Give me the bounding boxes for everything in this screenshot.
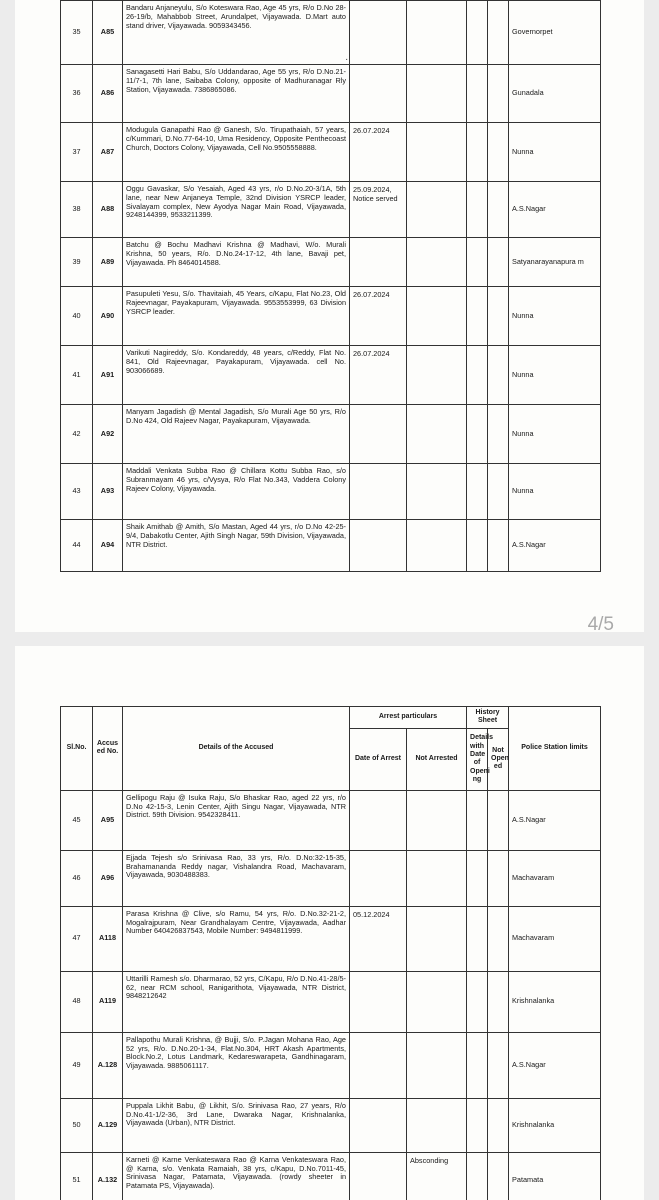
table-row — [61, 346, 601, 405]
history-opening-cell — [467, 1, 488, 65]
history-opening-cell — [467, 238, 488, 287]
police-station-cell: Krishnalanka — [509, 1098, 601, 1152]
history-not-opened-cell — [488, 182, 509, 238]
police-station-cell: Krishnalanka — [509, 971, 601, 1032]
header-date-of-arrest: Date of Arrest — [350, 728, 407, 790]
accused-details-cell: Gellipogu Raju @ Isuka Raju, S/o Bhaskar Rao, aged 22 yrs, r/o D.No 42-15-3, Lenin Center, Ajith Singu Nagar, Vijayawada, NTR District. 59th Division. 9542328411. — [123, 790, 350, 850]
not-arrested-cell — [407, 182, 467, 238]
history-opening-cell — [467, 405, 488, 464]
serial-number-cell: 43 — [61, 464, 93, 520]
date-of-arrest-cell — [350, 238, 407, 287]
accused-number-cell: A93 — [93, 464, 123, 520]
table-row — [61, 1152, 601, 1200]
date-of-arrest-cell: 26.07.2024 — [350, 346, 407, 405]
serial-number-cell: 35 — [61, 1, 93, 65]
date-of-arrest-cell — [350, 1152, 407, 1200]
accused-number-cell: A86 — [93, 65, 123, 123]
header-sl: Sl.No. — [61, 707, 93, 791]
table-row — [61, 850, 601, 906]
not-arrested-cell — [407, 850, 467, 906]
date-of-arrest-cell — [350, 520, 407, 572]
history-not-opened-cell — [488, 123, 509, 182]
history-not-opened-cell — [488, 346, 509, 405]
not-arrested-cell — [407, 123, 467, 182]
history-opening-cell — [467, 971, 488, 1032]
history-not-opened-cell — [488, 1032, 509, 1098]
accused-details-cell: Modugula Ganapathi Rao @ Ganesh, S/o. Tirupathaiah, 57 years, c/Kummari, D.No.77-64-10, Uma Residency, Opposite Penthecoast Church, Doctors Colony, Vijayawada, Cell No.9505558888. — [123, 123, 350, 182]
date-of-arrest-cell — [350, 1, 407, 65]
not-arrested-cell — [407, 1098, 467, 1152]
table-row — [61, 182, 601, 238]
accused-number-cell: A94 — [93, 520, 123, 572]
date-of-arrest-cell: 25.09.2024, Notice served — [350, 182, 407, 238]
accused-details-cell: Oggu Gavaskar, S/o Yesaiah, Aged 43 yrs, r/o D.No.20-3/1A, 5th lane, near New Anjaneya Temple, 32nd Division YSRCP leader, Sivalayam complex, New Ayodya Nagar Main Road, Vijayawada, 9248144399, 9533211399. — [123, 182, 350, 238]
history-not-opened-cell — [488, 1, 509, 65]
accused-number-cell: A119 — [93, 971, 123, 1032]
history-opening-cell — [467, 464, 488, 520]
date-of-arrest-cell — [350, 1098, 407, 1152]
date-of-arrest-cell — [350, 65, 407, 123]
date-of-arrest-cell: 26.07.2024 — [350, 287, 407, 346]
accused-number-cell: A91 — [93, 346, 123, 405]
police-station-cell: Patamata — [509, 1152, 601, 1200]
police-station-cell: Nunna — [509, 123, 601, 182]
header-accused-no: Accus ed No. — [93, 707, 123, 791]
header-not-opened: Not Open ed — [488, 728, 509, 790]
table-row — [61, 790, 601, 850]
accused-number-cell: A88 — [93, 182, 123, 238]
police-station-cell: A.S.Nagar — [509, 520, 601, 572]
serial-number-cell: 39 — [61, 238, 93, 287]
accused-table-page-2 — [60, 706, 601, 1200]
accused-details-cell: Parasa Krishna @ Clive, s/o Ramu, 54 yrs, R/o. D.No.32-21-2, Mogalrajpuram, Near Grandhalayam Centre, Vijayawada, Aadhar Number 640426837543, Mobile Number: 9494811999. — [123, 906, 350, 971]
serial-number-cell: 46 — [61, 850, 93, 906]
table-row — [61, 238, 601, 287]
accused-details-cell: Puppala Likhit Babu, @ Likhit, S/o. Srinivasa Rao, 27 years, R/o D.No.41-1/2-36, 3rd Lane, Dwaraka Nagar, Krishnalanka, Vijayawada (Urban), NTR District. — [123, 1098, 350, 1152]
table-row — [61, 123, 601, 182]
police-station-cell: A.S.Nagar — [509, 182, 601, 238]
history-opening-cell — [467, 850, 488, 906]
accused-number-cell: A96 — [93, 850, 123, 906]
serial-number-cell: 38 — [61, 182, 93, 238]
header-history-sheet: History Sheet — [467, 707, 509, 729]
header-not-arrested: Not Arrested — [407, 728, 467, 790]
not-arrested-cell — [407, 906, 467, 971]
history-opening-cell — [467, 123, 488, 182]
table-row — [61, 1032, 601, 1098]
date-of-arrest-cell — [350, 1032, 407, 1098]
date-of-arrest-cell: 26.07.2024 — [350, 123, 407, 182]
police-station-cell: Machavaram — [509, 906, 601, 971]
history-opening-cell — [467, 906, 488, 971]
accused-number-cell: A90 — [93, 287, 123, 346]
not-arrested-cell — [407, 1, 467, 65]
speck: · — [345, 54, 349, 65]
not-arrested-cell — [407, 520, 467, 572]
accused-number-cell: A118 — [93, 906, 123, 971]
history-opening-cell — [467, 65, 488, 123]
history-not-opened-cell — [488, 1152, 509, 1200]
history-opening-cell — [467, 790, 488, 850]
date-of-arrest-cell — [350, 790, 407, 850]
accused-details-cell: Pasupuleti Yesu, S/o. Thavitaiah, 45 Years, c/Kapu, Flat No.23, Old Rajeevnagar, Payakapuram, Vijayawada. 9553553999, 63 Division YSRCP leader. — [123, 287, 350, 346]
police-station-cell: A.S.Nagar — [509, 1032, 601, 1098]
page-indicator: 4/5 — [587, 614, 614, 632]
history-not-opened-cell — [488, 850, 509, 906]
history-not-opened-cell — [488, 790, 509, 850]
police-station-cell: Satyanarayanapura m — [509, 238, 601, 287]
history-not-opened-cell — [488, 1098, 509, 1152]
accused-details-cell: Shaik Amithab @ Amith, S/o Mastan, Aged 44 yrs, r/o D.No 42-25-9/4, Dabakotlu Center, Ajith Singh Nagar, 59th Division, Vijayawada, NTR District. — [123, 520, 350, 572]
history-opening-cell — [467, 1152, 488, 1200]
accused-details-cell: Varikuti Nagireddy, S/o. Kondareddy, 48 years, c/Reddy, Flat No. 841, Old Rajeevnagar, Payakapuram, Vijayawada. cell No. 903066689. — [123, 346, 350, 405]
table-row — [61, 287, 601, 346]
serial-number-cell: 48 — [61, 971, 93, 1032]
history-opening-cell — [467, 1032, 488, 1098]
accused-details-cell: Uttarilli Ramesh s/o. Dharmarao, 52 yrs, C/Kapu, R/o D.No.41-28/5-62, near RCM school, Ranigarithota, Vijayawada, NTR District, 9848212642 — [123, 971, 350, 1032]
table-row — [61, 464, 601, 520]
header-arrest-particulars: Arrest particulars — [350, 707, 467, 729]
police-station-cell: Nunna — [509, 287, 601, 346]
serial-number-cell: 49 — [61, 1032, 93, 1098]
history-not-opened-cell — [488, 520, 509, 572]
date-of-arrest-cell — [350, 464, 407, 520]
serial-number-cell: 42 — [61, 405, 93, 464]
table-row — [61, 906, 601, 971]
not-arrested-cell — [407, 971, 467, 1032]
serial-number-cell: 51 — [61, 1152, 93, 1200]
accused-number-cell: A87 — [93, 123, 123, 182]
history-opening-cell — [467, 1098, 488, 1152]
not-arrested-cell — [407, 405, 467, 464]
serial-number-cell: 40 — [61, 287, 93, 346]
document-page-1 — [15, 0, 644, 632]
police-station-cell: Governorpet — [509, 1, 601, 65]
history-not-opened-cell — [488, 287, 509, 346]
history-opening-cell — [467, 346, 488, 405]
accused-details-cell: Maddali Venkata Subba Rao @ Chillara Kottu Subba Rao, s/o Subranmayam 46 yrs, c/Vysya, R/o Flat No.343, Vaddera Colony Rajeev Colony, Vijayawada. — [123, 464, 350, 520]
accused-details-cell: Bandaru Anjaneyulu, S/o Koteswara Rao, Age 45 yrs, R/o D.No 28-26-19/b, Mahabbob Street, Arundalpet, Vijayawada. D.Mart auto stand driver, Vijayawada. 9059343456. — [123, 1, 350, 65]
police-station-cell: Machavaram — [509, 850, 601, 906]
not-arrested-cell — [407, 65, 467, 123]
accused-number-cell: A.129 — [93, 1098, 123, 1152]
table-header-row — [61, 707, 601, 729]
table-row — [61, 520, 601, 572]
history-opening-cell — [467, 520, 488, 572]
header-details: Details of the Accused — [123, 707, 350, 791]
accused-details-cell: Manyam Jagadish @ Mental Jagadish, S/o Murali Age 50 yrs, R/o D.No 424, Old Rajeev Nagar, Payakapuram, Vijayawada. — [123, 405, 350, 464]
not-arrested-cell — [407, 346, 467, 405]
serial-number-cell: 36 — [61, 65, 93, 123]
accused-number-cell: A89 — [93, 238, 123, 287]
accused-table-page-1 — [60, 0, 601, 572]
police-station-cell: Nunna — [509, 346, 601, 405]
serial-number-cell: 45 — [61, 790, 93, 850]
serial-number-cell: 47 — [61, 906, 93, 971]
history-not-opened-cell — [488, 238, 509, 287]
header-opening-details: Details with Date of Openi ng — [467, 728, 488, 790]
not-arrested-cell — [407, 1032, 467, 1098]
not-arrested-cell — [407, 464, 467, 520]
police-station-cell: Nunna — [509, 464, 601, 520]
serial-number-cell: 44 — [61, 520, 93, 572]
accused-number-cell: A95 — [93, 790, 123, 850]
not-arrested-cell — [407, 790, 467, 850]
table-row — [61, 65, 601, 123]
history-not-opened-cell — [488, 464, 509, 520]
not-arrested-cell: Absconding — [407, 1152, 467, 1200]
accused-number-cell: A85 — [93, 1, 123, 65]
serial-number-cell: 41 — [61, 346, 93, 405]
police-station-cell: Gunadala — [509, 65, 601, 123]
history-opening-cell — [467, 287, 488, 346]
accused-number-cell: A92 — [93, 405, 123, 464]
not-arrested-cell — [407, 287, 467, 346]
accused-details-cell: Ejjada Tejesh s/o Srinivasa Rao, 33 yrs, R/o. D.No:32-15-35, Brahamananda Reddy nagar, Vishalandra Road, Machavaram, Vijayawada, 9030488383. — [123, 850, 350, 906]
accused-details-cell: Sanagasetti Hari Babu, S/o Uddandarao, Age 55 yrs, R/o D.No.21-11/7-1, 7th lane, Saibaba Colony, opposite of Madhuranagar Rly Station, Vijayawada. 7386865086. — [123, 65, 350, 123]
table-row — [61, 405, 601, 464]
police-station-cell: A.S.Nagar — [509, 790, 601, 850]
accused-number-cell: A.132 — [93, 1152, 123, 1200]
header-police-station: Police Station limits — [509, 707, 601, 791]
not-arrested-cell — [407, 238, 467, 287]
accused-details-cell: Pallapothu Murali Krishna, @ Bujji, S/o. P.Jagan Mohana Rao, Age 52 yrs, R/o. D.No.20-1-34, Flat.No.304, HRT Akash Apartments, Block.No.2, Lotus Landmark, Kedareswarapeta, Gandhinagaram, Vijayawada. 9885061117. — [123, 1032, 350, 1098]
table-row — [61, 971, 601, 1032]
table-row — [61, 1098, 601, 1152]
police-station-cell: Nunna — [509, 405, 601, 464]
date-of-arrest-cell — [350, 971, 407, 1032]
accused-number-cell: A.128 — [93, 1032, 123, 1098]
serial-number-cell: 50 — [61, 1098, 93, 1152]
history-not-opened-cell — [488, 65, 509, 123]
date-of-arrest-cell — [350, 850, 407, 906]
date-of-arrest-cell: 05.12.2024 — [350, 906, 407, 971]
history-not-opened-cell — [488, 971, 509, 1032]
serial-number-cell: 37 — [61, 123, 93, 182]
document-page-2 — [15, 646, 644, 1200]
history-not-opened-cell — [488, 906, 509, 971]
accused-details-cell: Batchu @ Bochu Madhavi Krishna @ Madhavi, W/o. Murali Krishna, 50 years, R/o. D.No.24-17-12, 4th lane, Bavaji pet, Vijayawada. Ph 8464014588. — [123, 238, 350, 287]
accused-details-cell: Karneti @ Karne Venkateswara Rao @ Karna Venkateswara Rao, @ Karna, s/o. Venkata Ramaiah, 38 yrs, c/Kapu, D.No.7011-45, Srinivasa Nagar, Patamata, Vijayawada. (rowdy sheeter in Patamata PS, Vijayawada). — [123, 1152, 350, 1200]
table-row — [61, 1, 601, 65]
history-opening-cell — [467, 182, 488, 238]
date-of-arrest-cell — [350, 405, 407, 464]
history-not-opened-cell — [488, 405, 509, 464]
